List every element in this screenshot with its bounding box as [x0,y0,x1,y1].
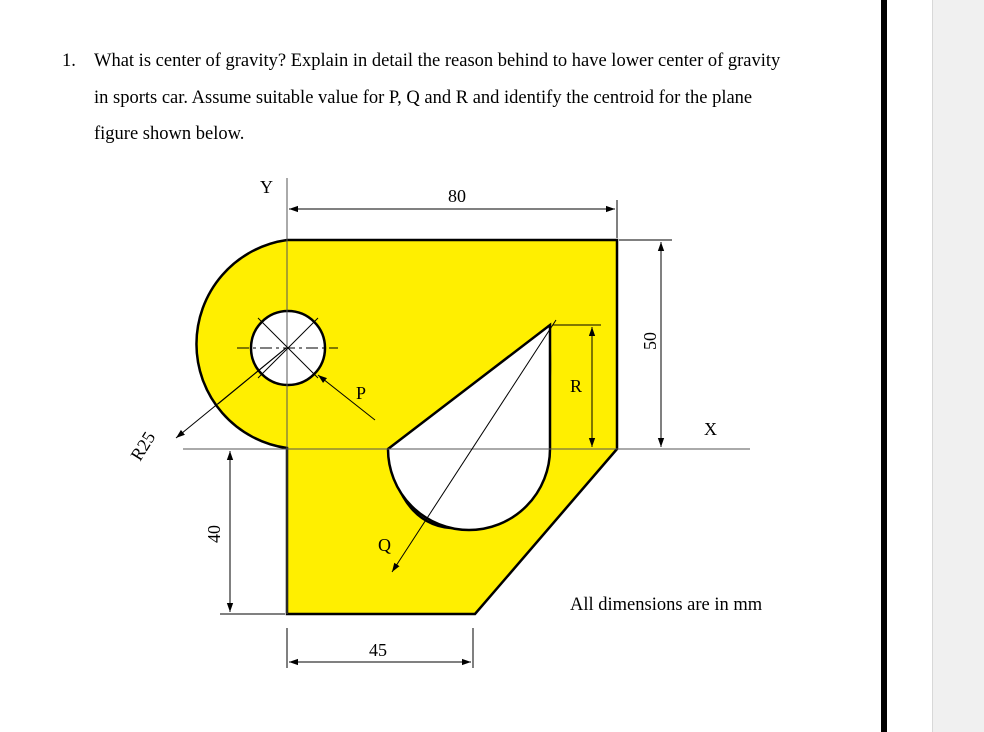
radius-label: R25 [126,428,160,465]
question-line-2: in sports car. Assume suitable value for P, Q and R and identify the centroid for the plane [94,87,753,108]
page-margin [887,0,932,732]
p-label: P [356,383,367,403]
question-line-3: figure shown below. [94,124,245,144]
y-axis-label: Y [260,177,273,197]
question-line-1: What is center of gravity? Explain in detail the reason behind to have lower center of gravity [94,51,781,71]
x-axis-label: X [704,419,717,439]
question-number: 1. [62,51,76,71]
plate-shape [196,240,617,614]
q-label: Q [378,535,391,555]
dim-bottom-label: 45 [369,640,387,660]
dim-left-label: 40 [204,525,224,543]
r-label: R [570,376,583,396]
dim-top-label: 80 [448,186,466,206]
side-panel [932,0,984,732]
units-note: All dimensions are in mm [570,595,763,615]
dim-right-label: 50 [640,332,660,350]
